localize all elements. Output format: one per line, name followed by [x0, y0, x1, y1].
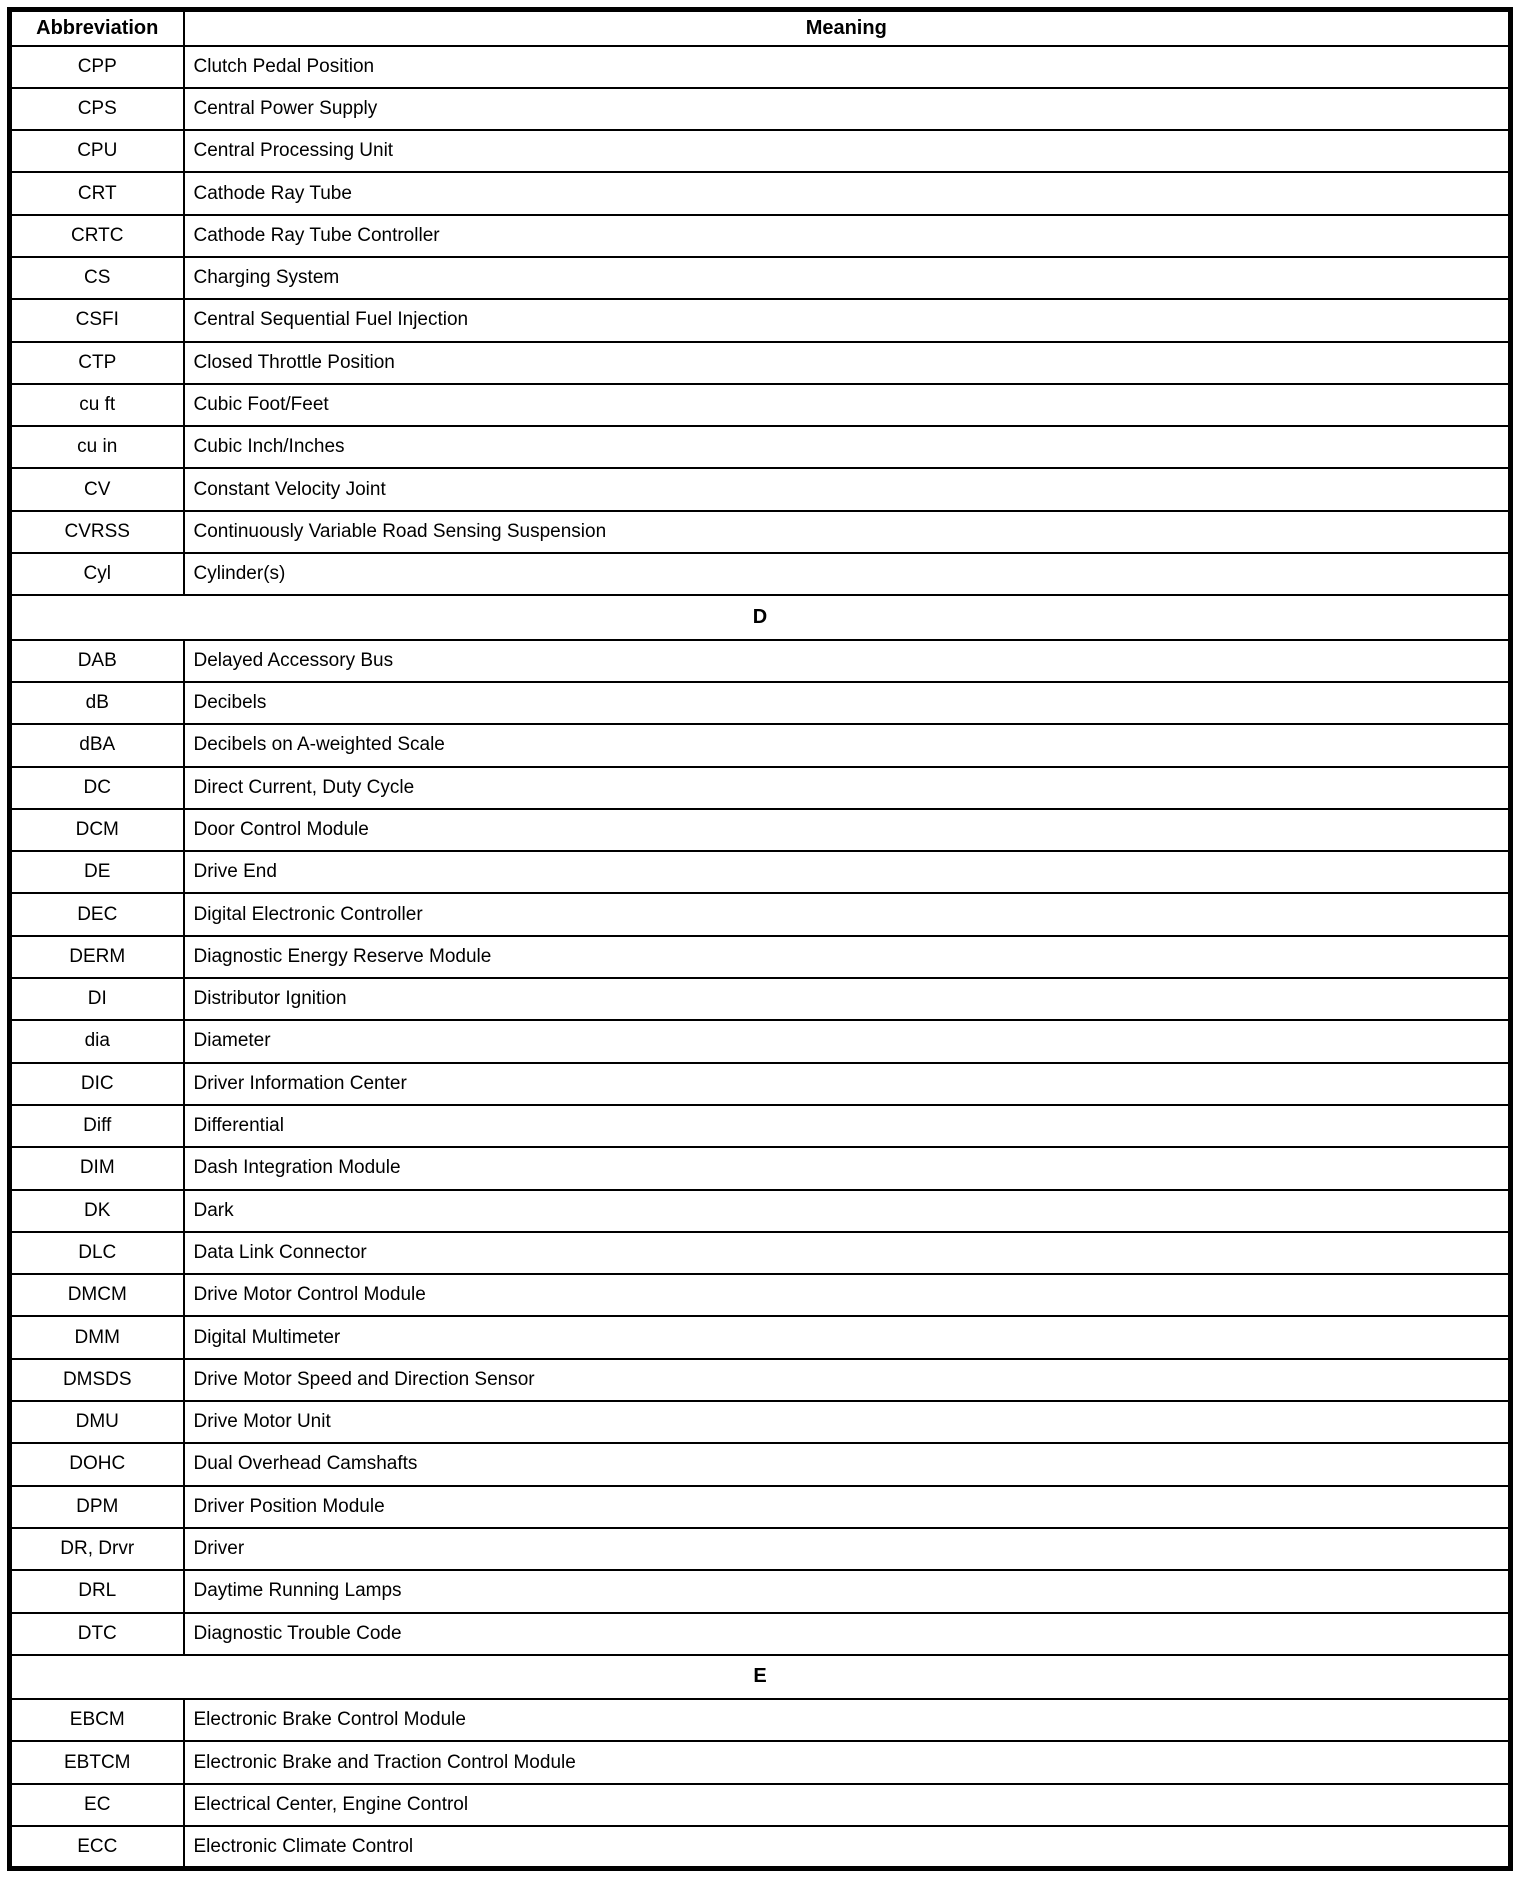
table-row: [10, 893, 1511, 935]
abbreviation-cell: EBCM: [10, 1699, 184, 1741]
table-row: [10, 1063, 1511, 1105]
meaning-cell: Drive Motor Unit: [184, 1401, 1511, 1443]
abbreviation-cell: EBTCM: [10, 1741, 184, 1783]
table-row: [10, 978, 1511, 1020]
meaning-cell: Decibels on A-weighted Scale: [184, 724, 1511, 766]
table-row: [10, 1528, 1511, 1570]
header-row: [10, 10, 1511, 46]
abbreviation-cell: CPU: [10, 130, 184, 172]
table-row: [10, 1486, 1511, 1528]
abbreviation-cell: DCM: [10, 809, 184, 851]
meaning-cell: Data Link Connector: [184, 1232, 1511, 1274]
meaning-cell: Cubic Foot/Feet: [184, 384, 1511, 426]
table-row: [10, 1316, 1511, 1358]
meaning-cell: Daytime Running Lamps: [184, 1570, 1511, 1612]
table-row: [10, 1190, 1511, 1232]
table-row: [10, 88, 1511, 130]
abbreviation-cell: DRL: [10, 1570, 184, 1612]
table-row: [10, 640, 1511, 682]
table-row: [10, 553, 1511, 595]
meaning-cell: Cathode Ray Tube: [184, 172, 1511, 214]
abbreviation-cell: DAB: [10, 640, 184, 682]
table-row: [10, 1741, 1511, 1783]
abbreviation-cell: CRT: [10, 172, 184, 214]
meaning-cell: Drive Motor Control Module: [184, 1274, 1511, 1316]
meaning-cell: Electronic Climate Control: [184, 1826, 1511, 1869]
column-header-abbreviation: Abbreviation: [10, 10, 184, 46]
table-row: [10, 1232, 1511, 1274]
table-row: [10, 299, 1511, 341]
table-row: [10, 426, 1511, 468]
table-row: [10, 1613, 1511, 1655]
meaning-cell: Digital Multimeter: [184, 1316, 1511, 1358]
table-row: [10, 1147, 1511, 1189]
table-row: [10, 1570, 1511, 1612]
abbreviation-cell: dia: [10, 1020, 184, 1062]
table-row: [10, 172, 1511, 214]
section-label: E: [10, 1655, 1511, 1699]
table-row: [10, 215, 1511, 257]
meaning-cell: Driver Information Center: [184, 1063, 1511, 1105]
abbreviation-cell: DIC: [10, 1063, 184, 1105]
meaning-cell: Central Processing Unit: [184, 130, 1511, 172]
abbreviation-cell: DMM: [10, 1316, 184, 1358]
meaning-cell: Constant Velocity Joint: [184, 468, 1511, 510]
abbreviation-cell: DR, Drvr: [10, 1528, 184, 1570]
abbreviation-cell: EC: [10, 1784, 184, 1826]
meaning-cell: Driver: [184, 1528, 1511, 1570]
abbreviation-cell: CV: [10, 468, 184, 510]
abbreviation-cell: DIM: [10, 1147, 184, 1189]
table-row: [10, 724, 1511, 766]
meaning-cell: Drive End: [184, 851, 1511, 893]
table-row: [10, 1105, 1511, 1147]
abbreviation-cell: CVRSS: [10, 511, 184, 553]
table-row: [10, 1443, 1511, 1485]
abbreviation-cell: DEC: [10, 893, 184, 935]
abbreviation-cell: DOHC: [10, 1443, 184, 1485]
table-row: [10, 682, 1511, 724]
abbreviation-cell: CPP: [10, 46, 184, 88]
table-row: [10, 1359, 1511, 1401]
abbreviation-cell: DPM: [10, 1486, 184, 1528]
meaning-cell: Door Control Module: [184, 809, 1511, 851]
meaning-cell: Diagnostic Energy Reserve Module: [184, 936, 1511, 978]
abbreviation-cell: CSFI: [10, 299, 184, 341]
abbreviation-cell: Cyl: [10, 553, 184, 595]
abbreviation-cell: DLC: [10, 1232, 184, 1274]
table-row: [10, 809, 1511, 851]
section-row: [10, 1655, 1511, 1699]
abbreviation-cell: Diff: [10, 1105, 184, 1147]
meaning-cell: Delayed Accessory Bus: [184, 640, 1511, 682]
meaning-cell: Digital Electronic Controller: [184, 893, 1511, 935]
table-row: [10, 1020, 1511, 1062]
table-row: [10, 342, 1511, 384]
abbreviation-cell: cu ft: [10, 384, 184, 426]
meaning-cell: Central Sequential Fuel Injection: [184, 299, 1511, 341]
abbreviation-cell: CPS: [10, 88, 184, 130]
meaning-cell: Direct Current, Duty Cycle: [184, 767, 1511, 809]
meaning-cell: Closed Throttle Position: [184, 342, 1511, 384]
table-row: [10, 130, 1511, 172]
meaning-cell: Dash Integration Module: [184, 1147, 1511, 1189]
table-row: [10, 1784, 1511, 1826]
meaning-cell: Drive Motor Speed and Direction Sensor: [184, 1359, 1511, 1401]
meaning-cell: Electronic Brake and Traction Control Module: [184, 1741, 1511, 1783]
abbreviation-cell: DMSDS: [10, 1359, 184, 1401]
table-row: [10, 1401, 1511, 1443]
section-label: D: [10, 595, 1511, 639]
abbreviation-cell: DK: [10, 1190, 184, 1232]
abbreviation-cell: CRTC: [10, 215, 184, 257]
meaning-cell: Central Power Supply: [184, 88, 1511, 130]
table-row: [10, 767, 1511, 809]
meaning-cell: Diameter: [184, 1020, 1511, 1062]
table-body: [10, 46, 1511, 1869]
meaning-cell: Driver Position Module: [184, 1486, 1511, 1528]
meaning-cell: Decibels: [184, 682, 1511, 724]
meaning-cell: Cylinder(s): [184, 553, 1511, 595]
table-row: [10, 1699, 1511, 1741]
meaning-cell: Electronic Brake Control Module: [184, 1699, 1511, 1741]
abbreviation-cell: DC: [10, 767, 184, 809]
table-row: [10, 468, 1511, 510]
table-row: [10, 511, 1511, 553]
meaning-cell: Diagnostic Trouble Code: [184, 1613, 1511, 1655]
meaning-cell: Dual Overhead Camshafts: [184, 1443, 1511, 1485]
meaning-cell: Charging System: [184, 257, 1511, 299]
abbreviation-cell: dB: [10, 682, 184, 724]
table-row: [10, 936, 1511, 978]
abbreviation-cell: DE: [10, 851, 184, 893]
abbreviation-cell: cu in: [10, 426, 184, 468]
abbreviation-cell: DERM: [10, 936, 184, 978]
meaning-cell: Clutch Pedal Position: [184, 46, 1511, 88]
meaning-cell: Electrical Center, Engine Control: [184, 1784, 1511, 1826]
meaning-cell: Cubic Inch/Inches: [184, 426, 1511, 468]
meaning-cell: Differential: [184, 1105, 1511, 1147]
meaning-cell: Dark: [184, 1190, 1511, 1232]
column-header-meaning: Meaning: [184, 10, 1511, 46]
abbreviation-cell: ECC: [10, 1826, 184, 1869]
table-row: [10, 1826, 1511, 1869]
meaning-cell: Continuously Variable Road Sensing Suspension: [184, 511, 1511, 553]
abbreviation-cell: DMCM: [10, 1274, 184, 1316]
abbreviation-cell: CS: [10, 257, 184, 299]
meaning-cell: Cathode Ray Tube Controller: [184, 215, 1511, 257]
abbreviation-cell: DI: [10, 978, 184, 1020]
table-row: [10, 46, 1511, 88]
table-row: [10, 257, 1511, 299]
section-row: [10, 595, 1511, 639]
table-header: [10, 10, 1511, 46]
abbreviation-cell: DTC: [10, 1613, 184, 1655]
table-row: [10, 384, 1511, 426]
table-row: [10, 1274, 1511, 1316]
abbreviation-table: [7, 7, 1513, 1871]
table-row: [10, 851, 1511, 893]
abbreviation-cell: dBA: [10, 724, 184, 766]
meaning-cell: Distributor Ignition: [184, 978, 1511, 1020]
abbreviation-cell: DMU: [10, 1401, 184, 1443]
abbreviation-cell: CTP: [10, 342, 184, 384]
